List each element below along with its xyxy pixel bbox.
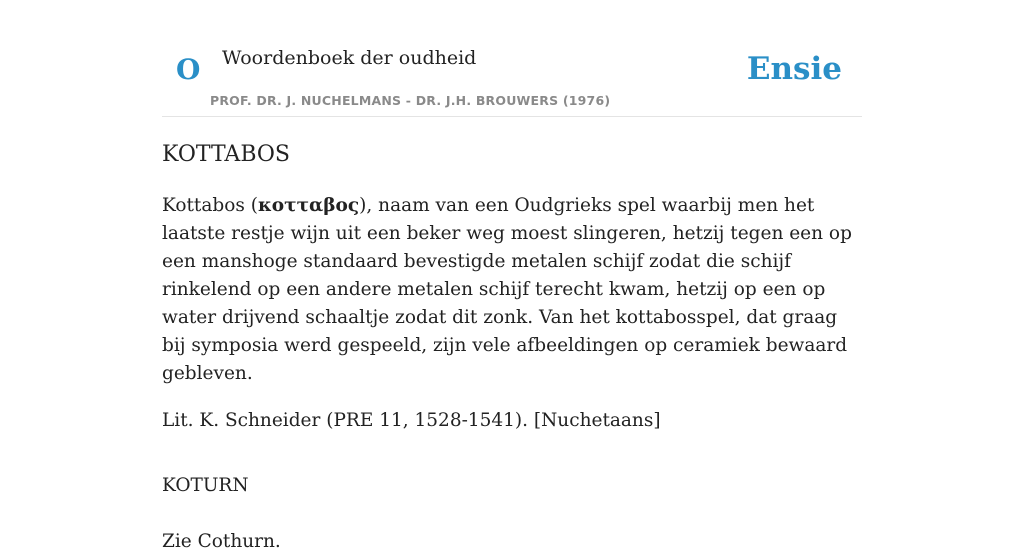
greek-term: κοτταβος: [257, 195, 360, 216]
definition-text-rest: ), naam van een Oudgrieks spel waarbij men het laatste restje wijn uit een beker weg moest slingeren, hetzij tegen een op een manshoge standaard bevestigde metalen schijf zodat die schijf rinkelend op een andere metalen schijf terecht kwam, hetzij op een op water drijvend schaaltje zodat dit zonk. Van het kottabosspel, dat graag bij symposia werd gespeeld, zijn vele afbeeldingen op ceramiek bewaard gebleven.: [162, 195, 852, 384]
entry-title-koturn: KOTURN: [162, 475, 249, 496]
entry-content: [162, 139, 862, 556]
entry-definition: [162, 192, 862, 388]
book-authors: PROF. DR. J. NUCHELMANS - DR. J.H. BROUWERS (1976): [210, 93, 611, 108]
index-letter[interactable]: O: [176, 53, 201, 86]
book-title[interactable]: Woordenboek der oudheid: [222, 47, 477, 69]
entry-literature: Lit. K. Schneider (PRE 11, 1528-1541). [Nuchetaans]: [162, 410, 661, 431]
site-header: [162, 0, 862, 117]
brand-logo[interactable]: Ensie: [746, 51, 842, 87]
entry-title: KOTTABOS: [162, 142, 291, 167]
definition-text-start: Kottabos (: [162, 195, 258, 216]
entry-crossref[interactable]: Zie Cothurn.: [162, 531, 281, 552]
